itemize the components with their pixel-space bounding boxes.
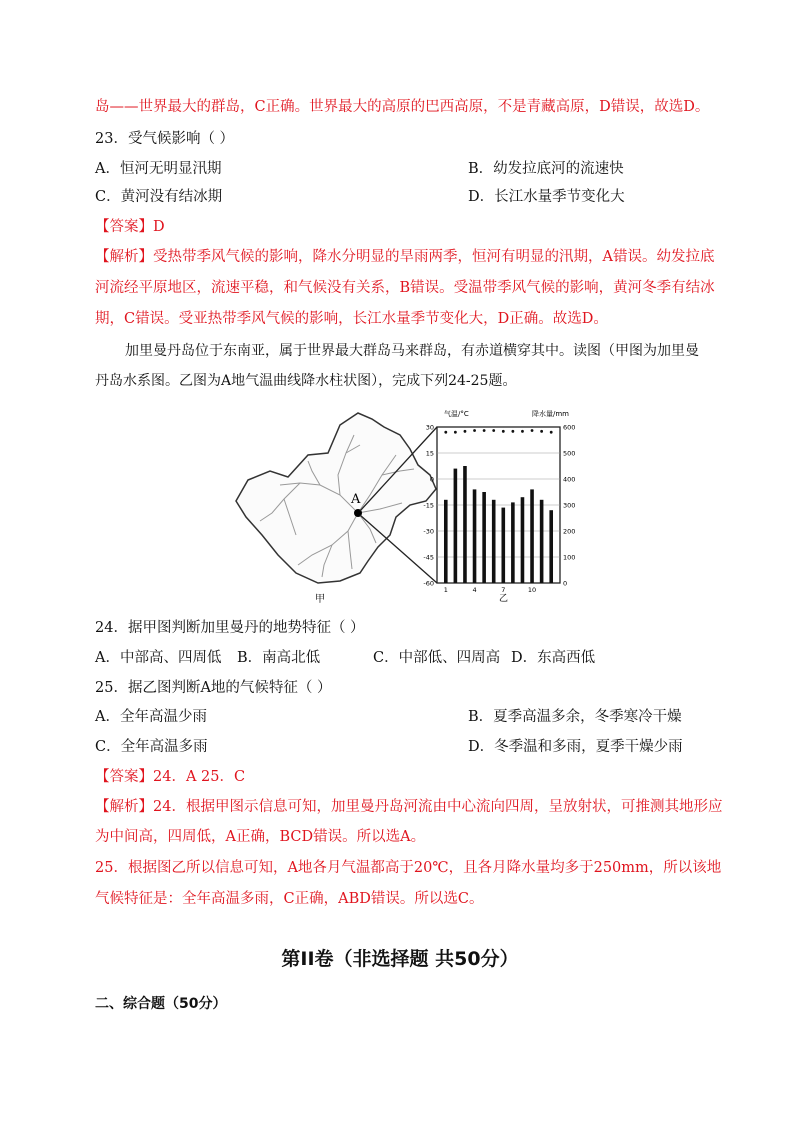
precip-tick-label: 600 [563,423,576,432]
intro-line-1: 加里曼丹岛位于东南亚，属于世界最大群岛马来群岛，有赤道横穿其中。读图（甲图为加里曼 [125,343,699,359]
q23-option-b: B．幼发拉底河的流速快 [468,161,624,177]
q23-options-row1 [95,159,624,179]
q25-stem: 25．据乙图判断A地的气候特征（ ） [95,680,332,696]
q23-analysis-3: 期，C错误。受亚热带季风气候的影响，长江水量季节变化大，D正确。故选D。 [95,311,608,327]
intro-line-2: 丹岛水系图。乙图为A地气温曲线降水柱状图），完成下列24-25题。 [95,373,517,389]
precip-bar [463,466,467,583]
precip-bar [501,508,505,583]
precip-bar [492,500,496,583]
x-tick-label: 1 [443,586,448,594]
point-a-label: A [351,492,361,507]
temp-point [511,430,514,433]
temp-point [444,431,447,434]
q25-option-b: B．夏季高温多余，冬季寒冷干燥 [468,709,682,725]
temp-point [454,431,457,434]
map-label: 甲 [315,594,325,605]
precip-tick-label: 400 [563,475,576,484]
q24-option-a: A．中部高、四周低 [95,650,222,666]
precip-bar [549,510,553,583]
q24-25-analysis-4: 气候特征是：全年高温多雨，C正确，ABD错误。所以选C。 [95,891,484,907]
precip-bar [482,492,486,583]
temp-tick-label: -45 [423,553,434,562]
temp-tick-label: -60 [423,579,434,588]
precip-bar [454,469,458,583]
section-subtitle: 二、综合题（50分） [95,996,227,1012]
temp-point [540,430,543,433]
temp-axis-label: 气温/°C [444,410,469,418]
temp-point [483,429,486,432]
x-tick-label: 7 [501,586,506,594]
temp-tick-label: 15 [425,449,434,458]
q23-option-d: D．长江水量季节变化大 [468,189,625,205]
precip-axis-label: 降水量/mm [532,410,569,418]
q24-25-analysis-1: 【解析】24．根据甲图示信息可知，加里曼丹岛河流由中心流向四周，呈放射状，可推测其地形应 [95,799,723,815]
island-map [236,413,436,605]
precip-tick-label: 200 [563,527,576,536]
q25-option-a: A．全年高温少雨 [95,709,207,725]
temp-point [464,430,467,433]
precip-bar [511,502,515,583]
q24-25-analysis-2: 为中间高，四周低，A正确，BCD错误。所以选A。 [95,829,426,845]
precip-tick-label: 300 [563,501,576,510]
q23-answer: 【答案】D [95,219,165,235]
temp-point [550,431,553,434]
precip-bar [530,489,534,583]
temp-tick-label: 0 [429,475,434,484]
q24-options [95,648,596,668]
temp-tick-label: -15 [423,501,434,510]
climate-chart [423,409,575,604]
q23-analysis-2: 河流经平原地区，流速平稳，和气候没有关系，B错误。受温带季风气候的影响，黄河冬季有结冰 [95,280,715,296]
q23-option-c: C．黄河没有结冰期 [95,189,223,205]
q24-option-b: B．南高北低 [237,650,321,666]
precip-tick-label: 0 [563,579,568,588]
q25-option-c: C．全年高温多雨 [95,739,208,755]
q24-option-c: C．中部低、四周高 [373,650,501,666]
precip-bar [540,500,544,583]
q24-25-analysis-3: 25．根据图乙所以信息可知，A地各月气温都高于20℃，且各月降水量均多于250mm，所以该地 [95,860,722,876]
q25-options-row1 [95,707,682,727]
temp-point [502,430,505,433]
q25-options-row2 [95,737,683,757]
q25-option-d: D．冬季温和多雨，夏季干燥少雨 [468,739,683,755]
q24-stem: 24．据甲图判断加里曼丹的地势特征（ ） [95,620,365,636]
x-tick-label: 10 [527,586,537,594]
chart-label: 乙 [499,594,509,604]
q23-analysis-1: 【解析】受热带季风气候的影响，降水分明显的旱雨两季，恒河有明显的汛期，A错误。幼发拉底 [95,249,715,265]
temp-point [531,429,534,432]
precip-tick-label: 500 [563,449,576,458]
q23-option-a: A．恒河无明显汛期 [95,161,222,177]
q24-option-d: D．东高西低 [511,650,596,666]
q23-stem: 23．受气候影响（ ） [95,131,235,147]
x-tick-label: 4 [472,586,477,594]
section-title: 第II卷（非选择题 共50分） [281,948,519,970]
temp-tick-label: -30 [423,527,434,536]
q23-options-row2 [95,187,625,207]
temp-point [492,429,495,432]
precip-bar [473,489,477,583]
temp-point [521,430,524,433]
q24-25-answer: 【答案】24．A 25．C [95,769,246,785]
precip-tick-label: 100 [563,553,576,562]
prev-analysis-tail: 岛——世界最大的群岛，C正确。世界最大的高原的巴西高原，不是青藏高原，D错误，故选D。 [95,99,710,115]
temp-tick-label: 30 [425,423,434,432]
precip-bar [521,497,525,583]
figure-map-and-climate-chart [200,405,600,605]
precip-bar [444,500,448,583]
temp-point [473,429,476,432]
